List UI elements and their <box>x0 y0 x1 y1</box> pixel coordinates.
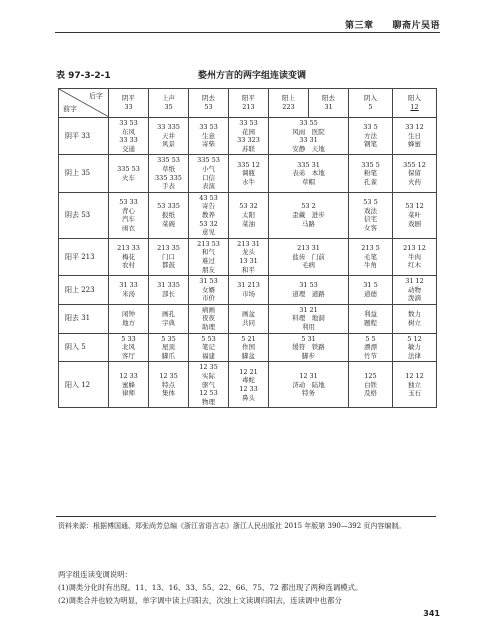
cell-line: 泼滴 <box>408 294 421 303</box>
table-cell <box>349 192 393 238</box>
table-cell <box>349 304 393 333</box>
cell-line: 戏法 <box>364 206 377 215</box>
table-cell <box>149 238 189 275</box>
column-tone: 12 <box>410 103 419 111</box>
cell-line: 31 21 <box>299 305 318 314</box>
cell-line: 53 32 <box>199 219 218 228</box>
explanation-item: (1)调类分化时有出现。11、13、16、33、55、22、66、75、72 都出现了两种连调模式。 <box>58 583 363 592</box>
table-row <box>59 155 437 192</box>
table-cell <box>269 276 349 305</box>
cell-line: 安静 天地 <box>292 144 325 153</box>
cell-line: 33 53 <box>239 119 258 127</box>
column-header <box>109 89 149 118</box>
table-cell <box>189 362 229 408</box>
column-tone: 223 <box>282 103 295 111</box>
cell-line: 53 32 <box>239 202 258 211</box>
cell-line: 济动 陆地 <box>292 380 325 389</box>
cell-line: 树立 <box>408 318 421 327</box>
table-row <box>59 333 437 362</box>
cell-line: 钢笔 <box>364 140 377 149</box>
cell-line: 报纸 <box>162 210 175 219</box>
table-cell <box>269 155 349 192</box>
cell-line: 题程 <box>364 318 377 327</box>
cell-line: 屋顶 <box>162 343 175 352</box>
cell-line: 12 35 <box>199 363 218 372</box>
table-cell <box>229 155 269 192</box>
cell-line: 牛肉 <box>408 252 421 261</box>
cell-line: 物理 <box>202 397 215 406</box>
cell-line: 火车 <box>122 173 135 182</box>
column-tone: 35 <box>164 103 173 111</box>
table-cell <box>269 362 349 408</box>
cell-line: 料理 地洞 <box>292 314 325 323</box>
table-cell <box>109 362 149 408</box>
row-header: 阳去 31 <box>59 304 109 333</box>
cell-line: 表弟 本地 <box>292 169 325 178</box>
cell-line: 口信 <box>202 173 215 182</box>
cell-line: 213 5 <box>361 244 380 253</box>
table-row <box>59 238 437 275</box>
cell-line: 12 33 <box>119 372 138 381</box>
cell-line: 草帽 <box>302 177 315 186</box>
cell-line: 利益 <box>364 310 377 319</box>
cell-line: 农村 <box>122 261 135 270</box>
table-cell <box>189 304 229 333</box>
cell-line: 特务 <box>302 389 315 398</box>
cell-line: 客厅 <box>122 351 135 360</box>
cell-line: 背心 <box>122 206 135 215</box>
cell-line: 天井 <box>162 131 175 140</box>
cell-line: 米汤 <box>122 289 135 298</box>
cell-line: 表演 <box>202 182 215 191</box>
cell-line: 12 21 <box>239 367 258 376</box>
table-row <box>59 192 437 238</box>
table-cell <box>393 155 437 192</box>
cell-line: 市场 <box>242 289 255 298</box>
table-cell <box>149 276 189 305</box>
table-cell <box>189 118 229 155</box>
table-cell <box>109 304 149 333</box>
cell-line: 孔雀 <box>364 177 377 186</box>
column-tone: 53 <box>204 103 213 111</box>
chapter-header: 第三章 聊斋片吴语 <box>344 21 440 31</box>
column-tone: 31 <box>324 103 333 111</box>
cell-line: 实际 <box>202 372 215 381</box>
table-cell <box>229 238 269 275</box>
cell-line: 汽车 <box>122 215 135 224</box>
column-header <box>189 89 229 118</box>
column-header <box>269 89 309 118</box>
cell-line: 53 33 <box>119 198 138 207</box>
table-cell <box>393 118 437 155</box>
cell-line: 5 33 <box>121 334 136 343</box>
cell-line: 33 12 <box>405 123 424 132</box>
cell-line: 5 5 <box>365 334 376 343</box>
cell-line: 助理 <box>202 323 215 332</box>
cell-line: 31 53 <box>199 277 218 286</box>
cell-line: 和平 <box>242 265 255 274</box>
cell-line: 33 53 <box>199 123 218 132</box>
cell-line: 33 5 <box>363 123 378 132</box>
table-cell <box>229 118 269 155</box>
cell-line: 女婿 <box>202 285 215 294</box>
cell-line: 335 53 <box>197 156 220 165</box>
cell-line: 毒蛇 <box>242 376 255 385</box>
cell-line: 女客 <box>364 223 377 232</box>
column-tone: 213 <box>242 103 255 111</box>
cell-line: 355 12 <box>403 160 426 169</box>
cell-line: 白铁 <box>364 380 377 389</box>
cell-line: 北风 <box>122 343 135 352</box>
table-cell <box>149 118 189 155</box>
row-header: 阴上 35 <box>59 155 109 192</box>
cell-line: 火药 <box>408 177 421 186</box>
cell-line: 调瓶 <box>242 169 255 178</box>
cell-line: 盐齿 门前 <box>292 252 325 261</box>
cell-line: 闲钟 <box>122 310 135 319</box>
cell-line: 335 53 <box>117 164 140 173</box>
cell-line: 寄告 <box>202 202 215 211</box>
cell-line: 31 33 <box>119 281 138 290</box>
cell-line: 保留 <box>408 169 421 178</box>
cell-line: 数力 <box>408 310 421 319</box>
table-row <box>59 276 437 305</box>
table-cell <box>349 155 393 192</box>
cell-line: 31 12 <box>405 277 424 286</box>
cell-line: 东风 <box>122 127 135 136</box>
table-cell <box>229 362 269 408</box>
column-name: 阳上 <box>282 94 295 103</box>
table-cell <box>189 276 229 305</box>
table-cell <box>393 304 437 333</box>
table-cell <box>393 238 437 275</box>
table-cell <box>109 238 149 275</box>
cell-line: 花园 <box>242 127 255 136</box>
cell-line: 菜叶 <box>408 210 421 219</box>
corner-preceding-char: 前字 <box>63 105 77 114</box>
cell-line: 12 31 <box>299 372 318 381</box>
cell-line: 水牛 <box>242 177 255 186</box>
table-cell <box>349 362 393 408</box>
cell-line: 集体 <box>162 389 175 398</box>
column-name: 阳平 <box>242 94 255 103</box>
cell-line: 5 31 <box>301 334 316 343</box>
cell-line: 律师 <box>122 389 135 398</box>
column-header <box>229 89 269 118</box>
cell-line: 信宅 <box>364 215 377 224</box>
row-header: 阴去 53 <box>59 192 109 238</box>
cell-line: 都鼓 <box>162 261 175 270</box>
table-cell <box>149 333 189 362</box>
cell-line: 门口 <box>162 252 175 261</box>
table-cell <box>393 192 437 238</box>
cell-line: 部长 <box>162 289 175 298</box>
table-title: 婺州方言的两字组连读变调 <box>198 71 307 81</box>
column-name: 阴平 <box>122 94 135 103</box>
cell-line: 毛笔 <box>364 252 377 261</box>
cell-line: 及格 <box>364 389 377 398</box>
table-row <box>59 362 437 408</box>
table-cell <box>229 276 269 305</box>
cell-line: 33 55 <box>299 119 318 127</box>
table-corner <box>59 89 109 118</box>
cell-line: 太阳 <box>242 210 255 219</box>
table-cell <box>109 333 149 362</box>
table-cell <box>149 304 189 333</box>
cell-line: 意见 <box>202 228 215 237</box>
cell-line: 53 2 <box>301 202 316 211</box>
column-name: 上声 <box>162 94 175 103</box>
cell-line: 12 53 <box>199 389 218 398</box>
table-row <box>59 118 437 155</box>
table-body <box>59 118 437 408</box>
table-cell <box>189 155 229 192</box>
cell-line: 33 53 <box>119 119 138 127</box>
row-header: 阴入 5 <box>59 333 109 362</box>
cell-line: 213 35 <box>157 244 180 253</box>
cell-line: 33 335 <box>157 123 180 132</box>
explanation-heading: 两字组连读变调说明： <box>58 570 132 579</box>
cell-line: 红木 <box>408 261 421 270</box>
cell-line: 风景 <box>162 140 175 149</box>
row-header: 阳上 223 <box>59 276 109 305</box>
column-name: 阴去 <box>202 94 215 103</box>
table-cell <box>393 362 437 408</box>
cell-line: 53 335 <box>157 202 180 211</box>
column-header <box>149 89 189 118</box>
cell-line: 地方 <box>122 318 135 327</box>
cell-line: 漂漂 <box>364 343 377 352</box>
column-tone: 5 <box>368 103 373 111</box>
table-cell <box>189 333 229 362</box>
cell-line: 和气 <box>202 248 215 257</box>
table-cell <box>269 333 349 362</box>
cell-line: 生日 <box>408 131 421 140</box>
cell-line: 竹节 <box>364 351 377 360</box>
cell-line: 笔记 <box>202 343 215 352</box>
cell-line: 牛角 <box>364 261 377 270</box>
cell-line: 教养 <box>202 210 215 219</box>
cell-line: 5 53 <box>201 334 216 343</box>
cell-line: 病画 <box>202 305 215 314</box>
cell-line: 交通 <box>122 144 135 153</box>
table-cell <box>229 192 269 238</box>
cell-line: 蜜蜂 <box>122 380 135 389</box>
cell-line: 玉石 <box>408 389 421 398</box>
cell-line: 213 31 <box>297 244 320 253</box>
cell-line: 213 53 <box>197 239 220 248</box>
cell-line: 草纸 <box>162 164 175 173</box>
column-tone: 33 <box>124 103 133 111</box>
cell-line: 125 <box>364 372 377 381</box>
explanation <box>58 568 436 607</box>
table-cell <box>229 333 269 362</box>
table-cell <box>109 155 149 192</box>
table-cell <box>269 118 349 155</box>
cell-line: 动物 <box>408 285 421 294</box>
table-cell <box>269 238 349 275</box>
cell-line: 毛病 <box>302 261 315 270</box>
column-header <box>349 89 393 118</box>
cell-line: 生意 <box>202 131 215 140</box>
table-cell <box>269 192 349 238</box>
table-cell <box>349 118 393 155</box>
cell-line: 画孔 <box>162 310 175 319</box>
header-rule <box>55 32 440 33</box>
cell-line: 驱气 <box>202 380 215 389</box>
cell-line: 43 53 <box>199 193 218 202</box>
cell-line: 12 35 <box>159 372 178 381</box>
cell-line: 市价 <box>202 294 215 303</box>
cell-line: 335 31 <box>297 160 320 169</box>
cell-line: 鼻头 <box>242 393 255 402</box>
table-cell <box>109 276 149 305</box>
cell-line: 独立 <box>408 380 421 389</box>
row-header: 阳平 213 <box>59 238 109 275</box>
cell-line: 335 53 <box>157 156 180 165</box>
cell-line: 213 33 <box>117 244 140 253</box>
cell-line: 12 33 <box>239 384 258 393</box>
cell-line: 脚爪 <box>162 351 175 360</box>
cell-line: 雨衣 <box>122 223 135 232</box>
table-row <box>59 304 437 333</box>
cell-line: 敏力 <box>408 343 421 352</box>
cell-line: 法律 <box>408 351 421 360</box>
cell-line: 31 5 <box>363 281 378 290</box>
cell-line: 道德 <box>364 289 377 298</box>
cell-line: 脚步 <box>302 351 315 360</box>
column-name: 阳入 <box>408 94 421 103</box>
cell-line: 蜂蜜 <box>408 140 421 149</box>
table-cell <box>149 192 189 238</box>
cell-line: 戏剧 <box>408 219 421 228</box>
cell-line: 寄柴 <box>202 140 215 149</box>
cell-line: 12 12 <box>405 372 424 381</box>
cell-line: 33 31 <box>299 136 318 145</box>
table-cell <box>149 155 189 192</box>
cell-line: 菜碗 <box>162 219 175 228</box>
cell-line: 粉笔 <box>364 169 377 178</box>
cell-line: 31 53 <box>299 281 318 290</box>
cell-line: 菜油 <box>242 219 255 228</box>
cell-line: 335 335 <box>155 173 182 182</box>
column-name: 阴入 <box>364 94 377 103</box>
row-header: 阴平 33 <box>59 118 109 155</box>
cell-line: 画盆 <box>242 310 255 319</box>
cell-line: 33 33 <box>119 136 138 145</box>
cell-line: 方法 <box>364 131 377 140</box>
cell-line: 5 21 <box>241 334 256 343</box>
cell-line: 213 12 <box>403 244 426 253</box>
cell-line: 作国 <box>242 343 255 352</box>
cell-line: 共同 <box>242 318 255 327</box>
table-cell <box>149 362 189 408</box>
cell-line: 龙头 <box>242 248 255 257</box>
table-cell <box>349 276 393 305</box>
table-cell <box>269 304 349 333</box>
cell-line: 苏联 <box>242 144 255 153</box>
corner-following-char: 后字 <box>89 92 103 100</box>
table-cell <box>189 238 229 275</box>
cell-line: 道理 道路 <box>292 289 325 298</box>
table-cell <box>349 238 393 275</box>
cell-line: 小气 <box>202 164 215 173</box>
column-header <box>393 89 437 118</box>
cell-line: 利用 <box>302 323 315 332</box>
cell-line: 13 31 <box>239 256 258 265</box>
column-name: 阳去 <box>322 94 335 103</box>
table-number: 表 97-3-2-1 <box>56 71 111 81</box>
explanation-item: (2)调类合并也较为明显，单字调中读上归阳去，次浊上文读调归阳去，连读调中也都分 <box>58 596 342 605</box>
table-cell <box>109 118 149 155</box>
cell-line: 335 5 <box>361 160 380 169</box>
cell-line: 风雨 医院 <box>292 127 325 136</box>
cell-line: 马路 <box>302 219 315 228</box>
cell-line: 脚盆 <box>242 351 255 360</box>
row-header: 阳入 12 <box>59 362 109 408</box>
cell-line: 5 35 <box>161 334 176 343</box>
source-rule <box>56 516 436 517</box>
table-cell <box>393 333 437 362</box>
table-cell <box>393 276 437 305</box>
cell-line: 福建 <box>202 351 215 360</box>
cell-line: 歪戴 进步 <box>292 210 325 219</box>
cell-line: 手表 <box>162 182 175 191</box>
cell-line: 夜夜 <box>202 314 215 323</box>
cell-line: 朋友 <box>202 265 215 274</box>
page-number: 341 <box>423 609 440 618</box>
cell-line: 31 213 <box>237 281 260 290</box>
cell-line: 梅花 <box>122 252 135 261</box>
cell-line: 31 335 <box>157 281 180 290</box>
cell-line: 5 12 <box>407 334 422 343</box>
source-note: 资料来源：根据傅国通、郑张尚芳总编《浙江省语言志》浙江人民出版社 2015 年版第 390—392 页内容编制。 <box>58 522 406 530</box>
column-header <box>309 89 349 118</box>
cell-line: 33 323 <box>237 136 260 145</box>
table-cell <box>189 192 229 238</box>
cell-line: 难过 <box>202 256 215 265</box>
cell-line: 缓符 铁路 <box>292 343 325 352</box>
tone-sandhi-table <box>58 88 437 408</box>
cell-line: 字典 <box>162 318 175 327</box>
table-cell <box>229 304 269 333</box>
cell-line: 213 31 <box>237 239 260 248</box>
cell-line: 53 5 <box>363 198 378 207</box>
table-cell <box>349 333 393 362</box>
cell-line: 53 12 <box>405 202 424 211</box>
table-cell <box>109 192 149 238</box>
cell-line: 335 12 <box>237 160 260 169</box>
cell-line: 特点 <box>162 380 175 389</box>
